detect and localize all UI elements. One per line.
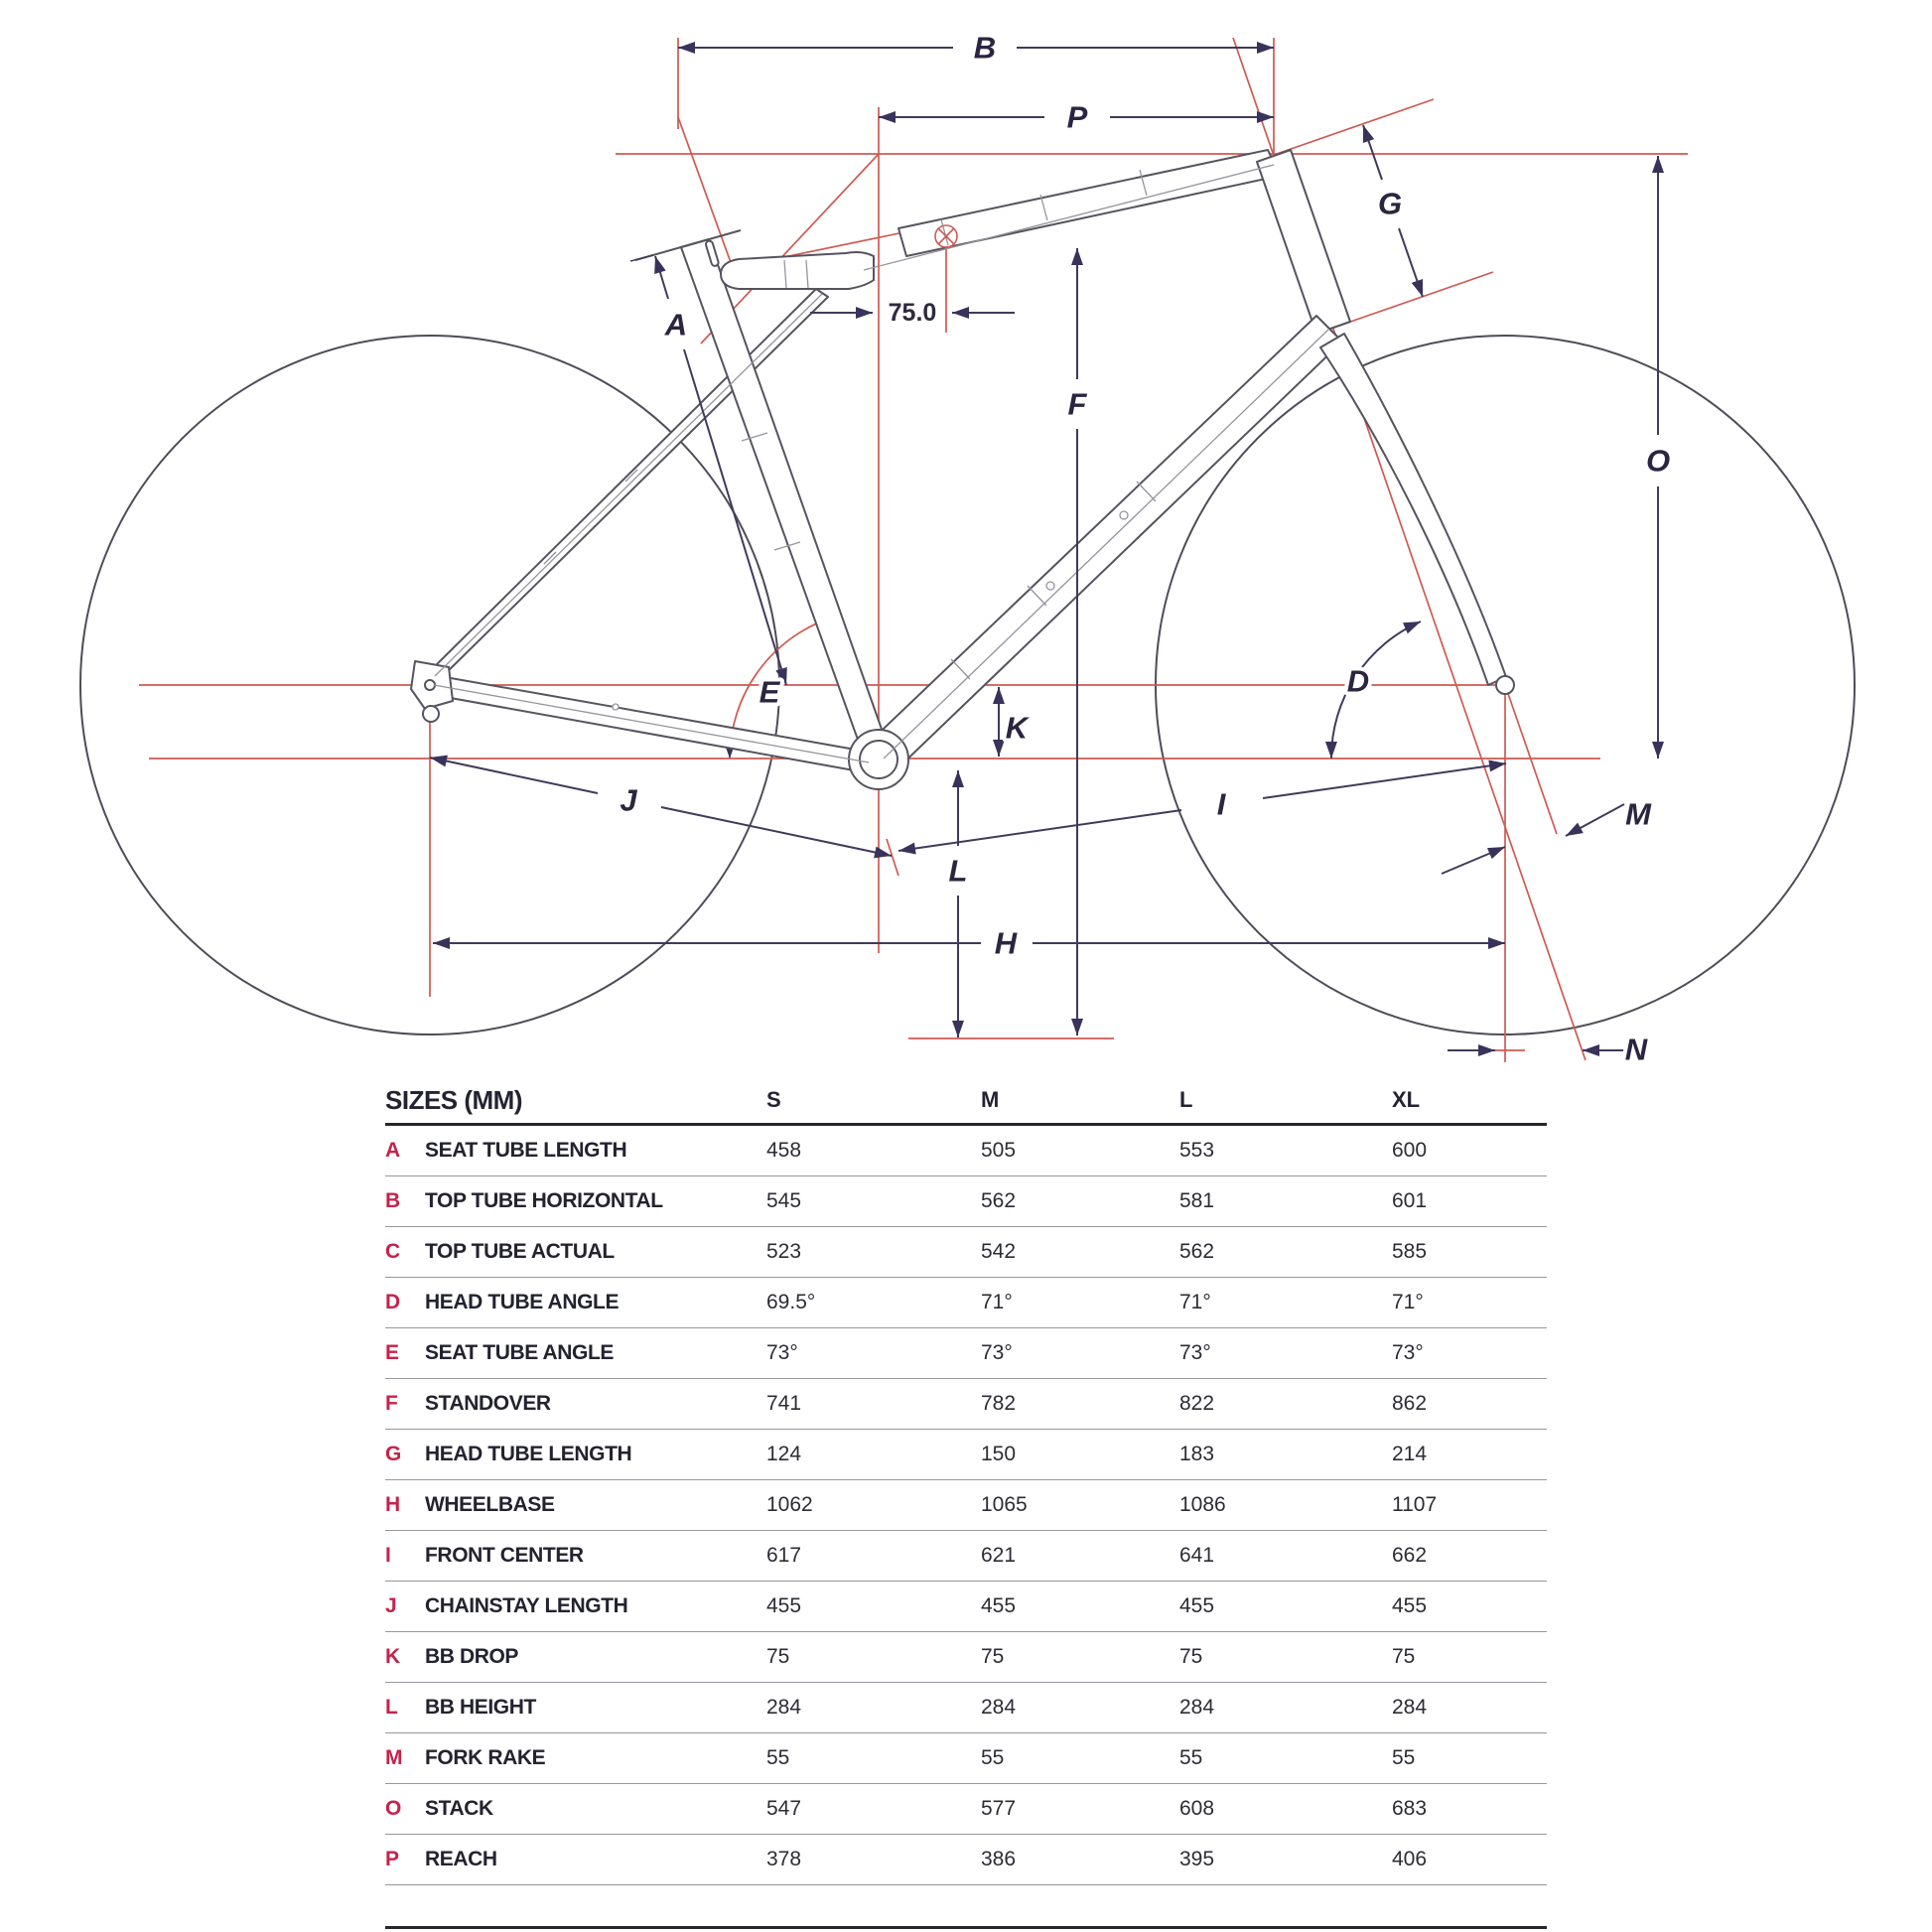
row-key: A — [385, 1139, 401, 1162]
table-footer-rule — [385, 1885, 1547, 1929]
row-val-l: 608 — [1179, 1797, 1215, 1820]
row-val-s: 455 — [766, 1594, 802, 1617]
column-header-l: L — [1179, 1087, 1193, 1112]
row-key: D — [385, 1291, 401, 1313]
row-val-s: 523 — [766, 1240, 802, 1263]
row-val-l: 395 — [1179, 1848, 1215, 1870]
dim-label-L: L — [948, 853, 968, 889]
row-val-m: 73° — [981, 1341, 1013, 1364]
table-row — [385, 1227, 1547, 1278]
row-val-l: 641 — [1179, 1544, 1215, 1567]
row-val-l: 75 — [1179, 1645, 1203, 1668]
row-key: G — [385, 1443, 402, 1465]
row-val-s: 545 — [766, 1189, 802, 1212]
row-val-xl: 662 — [1392, 1544, 1428, 1567]
row-val-l: 73° — [1179, 1341, 1211, 1364]
row-val-m: 505 — [981, 1139, 1017, 1162]
row-val-m: 386 — [981, 1848, 1017, 1870]
row-val-m: 75 — [981, 1645, 1005, 1668]
table-row — [385, 1480, 1547, 1531]
fork-blade — [1320, 334, 1506, 685]
table-row — [385, 1430, 1547, 1480]
row-name: WHEELBASE — [425, 1493, 555, 1516]
row-name: STANDOVER — [425, 1392, 551, 1415]
table-row — [385, 1835, 1547, 1885]
dim-label-75.0: 75.0 — [888, 299, 937, 327]
row-name: SEAT TUBE LENGTH — [425, 1139, 627, 1162]
dim-label-F: F — [1067, 386, 1087, 422]
geometry-table — [385, 1077, 1547, 1929]
row-val-l: 581 — [1179, 1189, 1215, 1212]
table-row — [385, 1176, 1547, 1227]
row-name: CHAINSTAY LENGTH — [425, 1594, 628, 1617]
row-val-l: 562 — [1179, 1240, 1215, 1263]
row-val-s: 69.5° — [766, 1291, 816, 1313]
row-val-s: 741 — [766, 1392, 802, 1415]
row-val-l: 455 — [1179, 1594, 1215, 1617]
column-header-m: M — [981, 1087, 1000, 1112]
row-val-m: 542 — [981, 1240, 1017, 1263]
row-val-xl: 455 — [1392, 1594, 1428, 1617]
dim-label-B: B — [973, 30, 997, 66]
head-perp-bottom — [1333, 272, 1493, 328]
row-val-m: 284 — [981, 1696, 1017, 1719]
dim-G-2 — [1399, 228, 1423, 297]
dim-label-E: E — [759, 674, 780, 710]
dim-label-I: I — [1216, 786, 1226, 822]
row-key: H — [385, 1493, 401, 1516]
table-row — [385, 1531, 1547, 1582]
rear-axle — [425, 680, 435, 690]
column-header-xl: XL — [1392, 1087, 1421, 1112]
dim-J-2 — [661, 807, 892, 856]
row-val-m: 621 — [981, 1544, 1017, 1567]
dim-label-O: O — [1645, 443, 1671, 479]
row-val-l: 284 — [1179, 1696, 1215, 1719]
row-val-s: 1062 — [766, 1493, 813, 1516]
row-key: O — [385, 1797, 402, 1820]
table-row — [385, 1328, 1547, 1379]
row-val-l: 1086 — [1179, 1493, 1226, 1516]
row-name: TOP TUBE HORIZONTAL — [425, 1189, 663, 1212]
dim-label-H: H — [994, 925, 1018, 961]
row-val-xl: 601 — [1392, 1189, 1428, 1212]
row-name: BB DROP — [425, 1645, 519, 1668]
row-key: P — [385, 1848, 400, 1870]
dim-label-A: A — [664, 307, 688, 343]
row-val-m: 577 — [981, 1797, 1017, 1820]
table-row — [385, 1784, 1547, 1835]
row-name: STACK — [425, 1797, 493, 1820]
table-header-row — [385, 1077, 1547, 1126]
axle-parallel-axis — [1505, 685, 1557, 834]
dim-label-P: P — [1066, 99, 1088, 135]
derailleur-hanger — [423, 706, 439, 722]
row-val-m: 455 — [981, 1594, 1017, 1617]
row-name: SEAT TUBE ANGLE — [425, 1341, 615, 1364]
row-name: FRONT CENTER — [425, 1544, 584, 1567]
row-val-l: 822 — [1179, 1392, 1215, 1415]
dim-I-2 — [1263, 763, 1506, 798]
row-key: F — [385, 1392, 398, 1415]
top-tube-junction — [721, 252, 874, 289]
row-val-s: 55 — [766, 1746, 790, 1769]
row-val-xl: 73° — [1392, 1341, 1424, 1364]
head-tube — [1257, 150, 1350, 334]
row-key: J — [385, 1594, 397, 1617]
dim-M-1 — [1566, 804, 1624, 836]
dim-label-M: M — [1625, 796, 1651, 832]
row-val-m: 562 — [981, 1189, 1017, 1212]
head-perp-top — [1274, 99, 1434, 155]
row-key: M — [385, 1746, 403, 1769]
row-key: B — [385, 1189, 401, 1212]
row-name: REACH — [425, 1848, 497, 1870]
table-row — [385, 1632, 1547, 1683]
dim-M-2 — [1442, 847, 1505, 874]
row-val-m: 55 — [981, 1746, 1005, 1769]
row-val-s: 124 — [766, 1443, 802, 1465]
row-val-xl: 862 — [1392, 1392, 1428, 1415]
table-row — [385, 1683, 1547, 1733]
row-val-xl: 600 — [1392, 1139, 1428, 1162]
row-val-m: 1065 — [981, 1493, 1028, 1516]
head-angle-arc — [1331, 621, 1421, 759]
row-val-m: 150 — [981, 1443, 1017, 1465]
bb-bore — [860, 741, 897, 778]
j-extension-tick — [887, 839, 898, 876]
row-val-s: 458 — [766, 1139, 802, 1162]
row-val-l: 55 — [1179, 1746, 1203, 1769]
front-axle — [1496, 676, 1514, 694]
down-tube — [865, 316, 1342, 773]
table-row — [385, 1379, 1547, 1430]
row-name: BB HEIGHT — [425, 1696, 536, 1719]
row-val-l: 71° — [1179, 1291, 1211, 1313]
column-header-s: S — [766, 1087, 781, 1112]
row-val-s: 284 — [766, 1696, 802, 1719]
dim-label-D: D — [1346, 663, 1370, 699]
row-val-m: 71° — [981, 1291, 1013, 1313]
row-name: HEAD TUBE LENGTH — [425, 1443, 632, 1465]
row-val-xl: 585 — [1392, 1240, 1428, 1263]
row-val-xl: 71° — [1392, 1291, 1424, 1313]
row-val-xl: 55 — [1392, 1746, 1416, 1769]
row-val-s: 547 — [766, 1797, 802, 1820]
row-val-s: 73° — [766, 1341, 798, 1364]
row-val-xl: 406 — [1392, 1848, 1428, 1870]
row-val-l: 183 — [1179, 1443, 1215, 1465]
dim-label-K: K — [1005, 710, 1029, 746]
row-key: I — [385, 1544, 391, 1567]
row-name: FORK RAKE — [425, 1746, 546, 1769]
row-val-l: 553 — [1179, 1139, 1215, 1162]
dim-I-1 — [898, 810, 1181, 851]
row-key: L — [385, 1696, 398, 1719]
row-val-xl: 214 — [1392, 1443, 1428, 1465]
dim-A-1 — [655, 256, 668, 299]
row-val-xl: 1107 — [1392, 1493, 1438, 1516]
table-row — [385, 1733, 1547, 1784]
row-name: TOP TUBE ACTUAL — [425, 1240, 615, 1263]
table-row — [385, 1126, 1547, 1176]
row-name: HEAD TUBE ANGLE — [425, 1291, 620, 1313]
row-val-s: 378 — [766, 1848, 802, 1870]
a-extension-tick — [630, 255, 653, 261]
table-body — [385, 1126, 1547, 1885]
row-val-xl: 683 — [1392, 1797, 1428, 1820]
dim-label-N: N — [1624, 1032, 1648, 1067]
row-key: C — [385, 1240, 401, 1263]
row-key: K — [385, 1645, 401, 1668]
dim-label-J: J — [620, 782, 637, 818]
row-val-s: 617 — [766, 1544, 802, 1567]
dim-label-G: G — [1377, 186, 1403, 221]
row-key: E — [385, 1341, 400, 1364]
row-val-xl: 75 — [1392, 1645, 1416, 1668]
row-val-s: 75 — [766, 1645, 790, 1668]
table-row — [385, 1278, 1547, 1328]
row-val-m: 782 — [981, 1392, 1017, 1415]
row-val-xl: 284 — [1392, 1696, 1428, 1719]
dim-G-1 — [1363, 125, 1382, 180]
dim-J-1 — [430, 758, 598, 793]
table-title: SIZES (MM) — [385, 1084, 522, 1115]
table-row — [385, 1582, 1547, 1632]
